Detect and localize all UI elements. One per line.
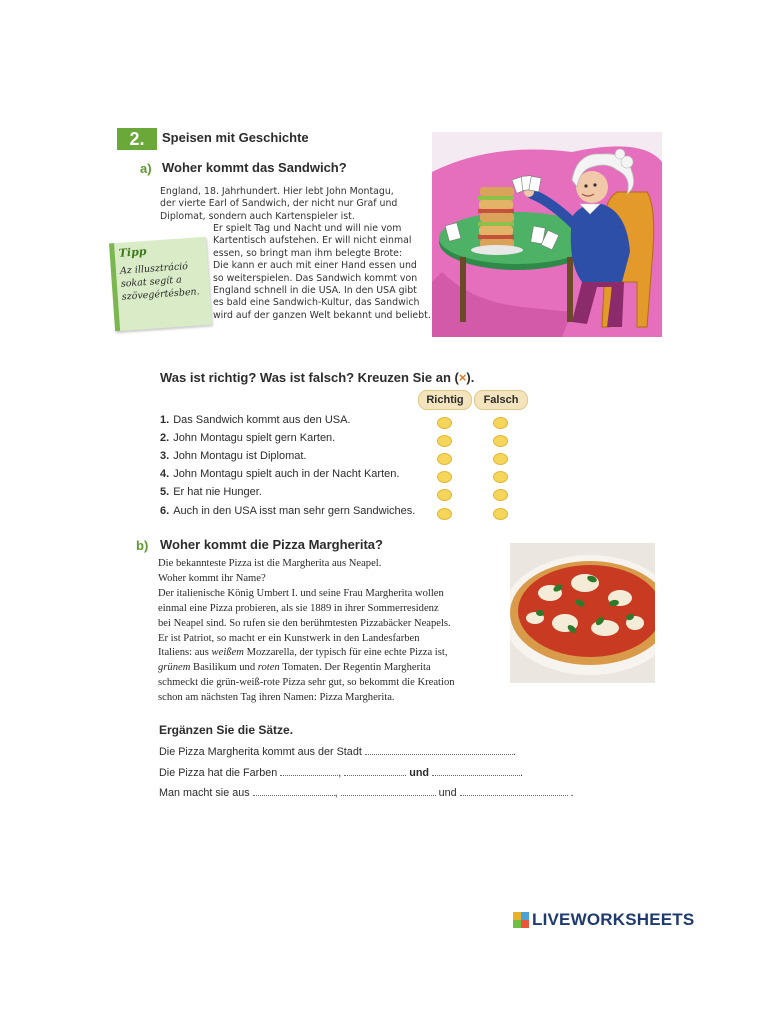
answer-richtig-3[interactable] (437, 453, 452, 465)
statement-text: Auch in den USA isst man sehr gern Sandwiches. (173, 505, 416, 517)
statement-row (160, 432, 335, 444)
blank-color-1[interactable] (280, 765, 338, 776)
answer-richtig-5[interactable] (437, 489, 452, 501)
blank-city[interactable] (365, 744, 513, 755)
statement-text: John Montagu spielt auch in der Nacht Karten. (173, 468, 400, 480)
part-a-title: Woher kommt das Sandwich? (162, 160, 347, 175)
blank-ingredient-2[interactable] (341, 785, 436, 796)
text-fragment: Basilikum und (190, 662, 258, 674)
answer-falsch-5[interactable] (493, 489, 508, 501)
statement-number: 4. (160, 468, 170, 480)
text-fragment-italic: weißem (211, 647, 244, 659)
text-line (158, 661, 518, 676)
answer-falsch-6[interactable] (493, 508, 508, 520)
pizza-paragraph (158, 557, 518, 706)
answer-richtig-2[interactable] (437, 435, 452, 447)
text-fragment: Italiens: aus (158, 647, 212, 659)
tipp-label: Tipp (118, 244, 147, 260)
section-title: Speisen mit Geschichte (162, 130, 309, 145)
sandwich-paragraph-1 (160, 186, 415, 223)
cross-mark-symbol: × (458, 370, 467, 385)
column-header-richtig: Richtig (418, 390, 472, 410)
part-b-title: Woher kommt die Pizza Margherita? (160, 537, 383, 552)
text-fragment: Tomaten. Der Regentin Margherita (279, 662, 431, 674)
sentence-2 (159, 765, 523, 779)
text-line: einmal eine Pizza probieren, als sie 1889 in ihrer Sommerresidenz (158, 602, 439, 614)
sentence-period: . (570, 787, 574, 799)
logo-icon (513, 912, 529, 928)
quiz-title (160, 370, 474, 385)
text-fragment-italic: grünem (158, 662, 191, 674)
section-number: 2. (117, 128, 157, 150)
statement-number: 1. (160, 414, 170, 426)
text-line: England schnell in die USA. In den USA gibt (213, 285, 417, 297)
part-a-letter: a) (140, 161, 152, 176)
statement-row (160, 450, 306, 462)
text-line: England, 18. Jahrhundert. Hier lebt John Montagu, (160, 186, 394, 197)
statement-text: John Montagu ist Diplomat. (173, 450, 307, 462)
sentence-text: Die Pizza hat die Farben (159, 767, 278, 779)
text-line: essen, so bringt man ihm belegte Brote: (213, 247, 403, 259)
text-line: Die kann er auch mit einer Hand essen und (213, 260, 417, 272)
sentence-period: . (520, 767, 524, 779)
blank-ingredient-3[interactable] (460, 785, 568, 796)
text-fragment: Mozzarella, der typisch für eine echte Pizza ist, (243, 647, 448, 659)
sentence-comma: , (338, 767, 342, 779)
sentence-1 (159, 744, 516, 758)
sentence-period: . (512, 746, 516, 758)
text-fragment-italic: roten (257, 662, 280, 674)
pizza-margherita-photo (510, 543, 655, 683)
tipp-text: Az illusztráció sokat segít a szövegértésben. (119, 261, 201, 303)
text-line: Die bekannteste Pizza ist die Margherita aus Neapel. (158, 558, 382, 569)
answer-falsch-4[interactable] (493, 471, 508, 483)
text-line: Er ist Patriot, so macht er ein Kunstwerk in den Landesfarben (158, 632, 420, 644)
logo-text: LIVEWORKSHEETS (532, 910, 695, 929)
statement-text: Er hat nie Hunger. (173, 486, 262, 498)
sentence-und: und (409, 767, 430, 779)
statement-text: John Montagu spielt gern Karten. (173, 432, 336, 444)
text-line: es bald eine Sandwich-Kultur, das Sandwich (213, 297, 420, 309)
text-line: Diplomat, sondern auch Kartenspieler ist. (160, 210, 355, 222)
text-line: Woher kommt ihr Name? (158, 572, 266, 584)
statement-number: 5. (160, 486, 170, 498)
statement-number: 6. (160, 505, 170, 517)
text-line: schon am nächsten Tag ihren Namen: Pizza Margherita. (158, 692, 395, 704)
answer-falsch-2[interactable] (493, 435, 508, 447)
answer-richtig-4[interactable] (437, 471, 452, 483)
sentence-comma: , (334, 787, 338, 799)
sentence-3 (159, 785, 574, 799)
statement-row (160, 468, 399, 480)
statement-row (160, 505, 415, 517)
quiz-title-end: ). (466, 370, 475, 385)
complete-title: Ergänzen Sie die Sätze. (159, 723, 294, 737)
answer-richtig-6[interactable] (437, 508, 452, 520)
text-line: schmeckt die grün-weiß-rote Pizza sehr gut, so bekommt die Kreation (158, 677, 455, 689)
statement-number: 2. (160, 432, 170, 444)
text-line: Er spielt Tag und Nacht und will nie vom (213, 223, 402, 234)
statement-text: Das Sandwich kommt aus den USA. (173, 414, 351, 426)
answer-falsch-1[interactable] (493, 417, 508, 429)
answer-falsch-3[interactable] (493, 453, 508, 465)
earl-sandwich-illustration (432, 132, 662, 337)
liveworksheets-logo (513, 909, 694, 931)
text-line (158, 646, 518, 661)
sentence-text: Man macht sie aus (159, 787, 250, 799)
text-line: Der italienische König Umbert I. und seine Frau Margherita wollen (158, 587, 444, 599)
statement-row (160, 486, 262, 498)
text-line: so weiterspielen. Das Sandwich kommt von (213, 272, 418, 284)
answer-richtig-1[interactable] (437, 417, 452, 429)
statement-row (160, 414, 351, 426)
text-line: bei Neapel sind. So rufen sie den berühmtesten Pizzabäcker Neapels. (158, 617, 451, 629)
blank-ingredient-1[interactable] (253, 785, 335, 796)
blank-color-3[interactable] (432, 765, 520, 776)
blank-color-2[interactable] (344, 765, 406, 776)
text-line: der vierte Earl of Sandwich, der nicht nur Graf und (160, 198, 398, 210)
sentence-text: Die Pizza Margherita kommt aus der Stadt (159, 746, 362, 758)
text-line: Kartentisch aufstehen. Er will nicht einmal (213, 235, 412, 247)
column-header-falsch: Falsch (474, 390, 528, 410)
sentence-und: und (438, 787, 457, 799)
quiz-title-text: Was ist richtig? Was ist falsch? Kreuzen Sie an ( (160, 370, 459, 385)
statement-number: 3. (160, 450, 170, 462)
text-line: wird auf der ganzen Welt bekannt und beliebt. (213, 309, 431, 321)
sandwich-paragraph-2 (213, 223, 438, 322)
tipp-note (109, 237, 212, 332)
part-b-letter: b) (136, 538, 149, 553)
